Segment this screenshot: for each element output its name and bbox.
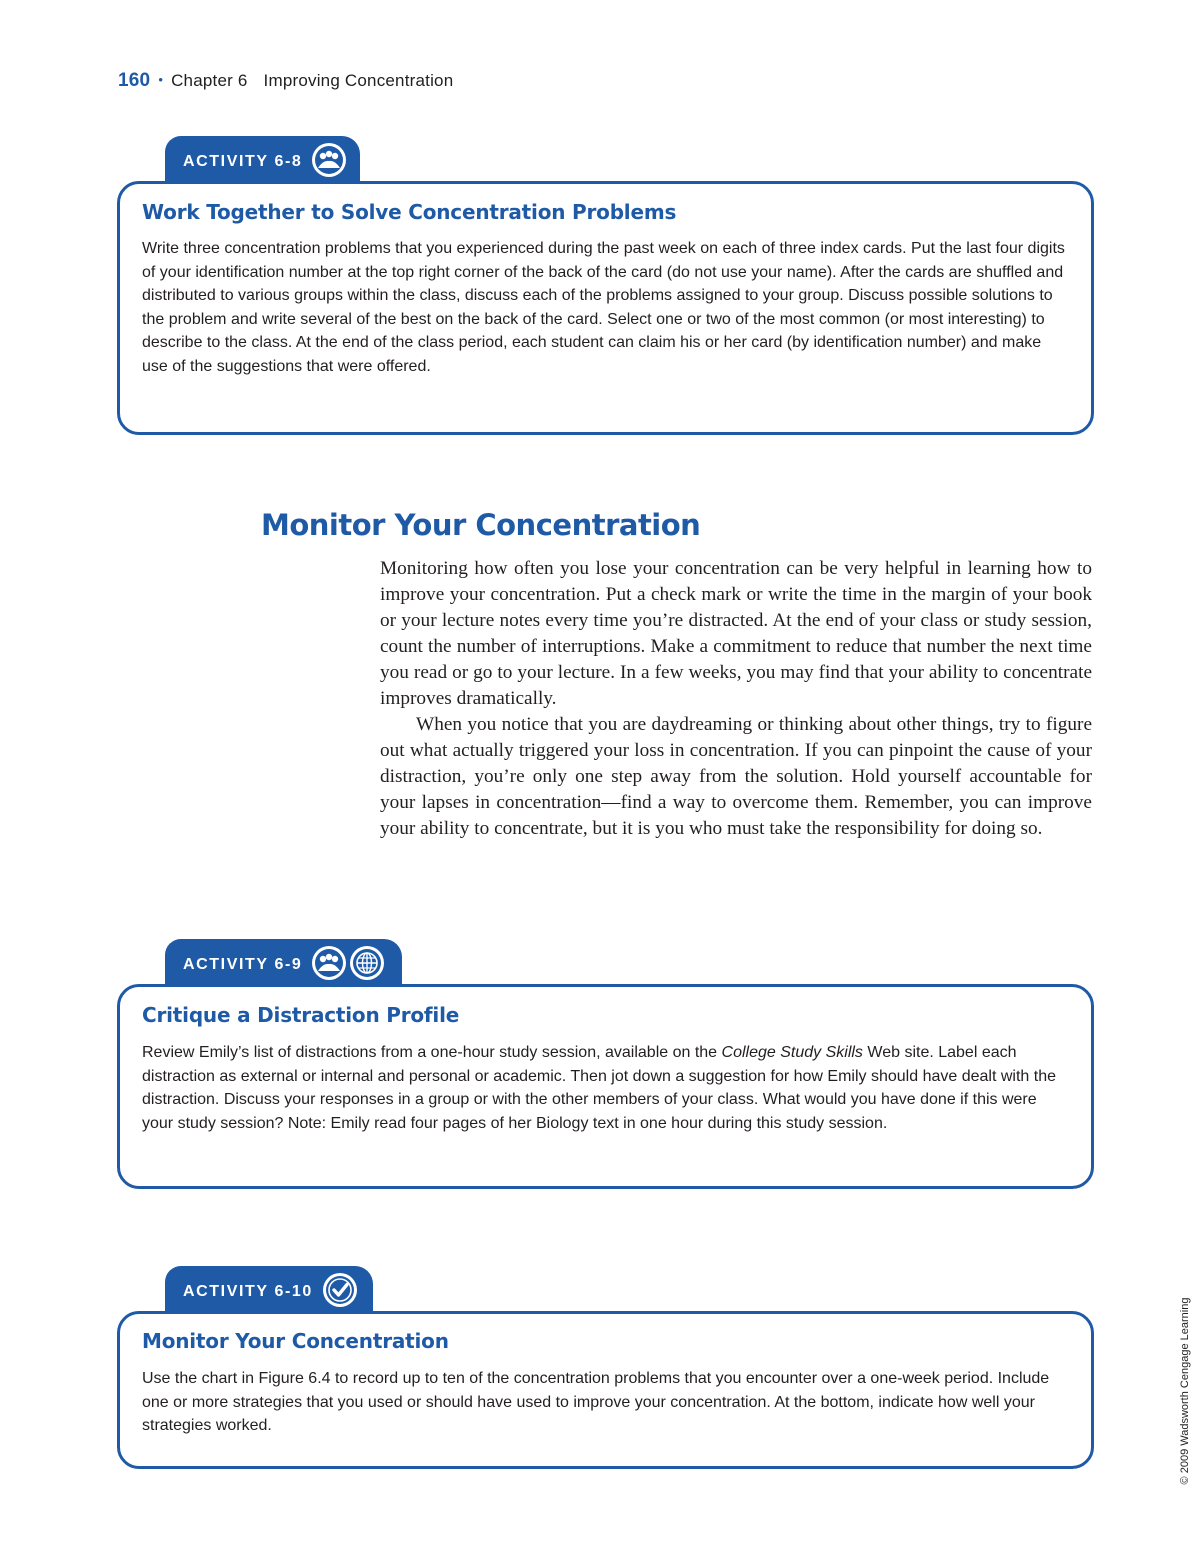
section-paragraph-1: Monitoring how often you lose your concentration can be very helpful in learning how to improve your concentration. Put a check mark or write the time in the margin of your book or your lecture notes every time you’re distracted. At the end of your class or study session, count the number of interruptions. Make a commitment to reduce that number the next time you read or go to your lecture. In a few weeks, you may find that your ability to concentrate improves dramatically.: [380, 558, 1092, 709]
activity-6-8-title: Work Together to Solve Concentration Problems: [142, 200, 677, 224]
activity-6-9-body: [142, 1041, 1065, 1135]
section-paragraph-2: When you notice that you are daydreaming or thinking about other things, try to figure out what actually triggered your loss in concentration. If you can pinpoint the cause of your distraction, you’re only one step away from the solution. Hold yourself accountable for your lapses in concentration—find a way to overcome them. Remember, you can improve your ability to concentrate, but it is you who must take the responsibility for doing so.: [380, 714, 1092, 839]
activity-6-8-tab: [165, 136, 360, 184]
group-icon: [312, 946, 346, 980]
activity-6-9-book-title: College Study Skills: [721, 1044, 863, 1061]
group-icon: [312, 143, 346, 177]
activity-6-8-body: Write three concentration problems that you experienced during the past week on each of three index cards. Put the last four digits of your identification number at the top right corner of the back of the card (do not use your name). After the cards are shuffled and distributed to various groups within the class, discuss each of the problems assigned to your group. Discuss possible solutions to the problem and write several of the best on the back of the card. Select one or two of the most common (or most interesting) to describe to the class. At the end of the class period, each student can claim his or her card (by identification number) and make use of the suggestions that were offered.: [142, 240, 1065, 375]
web-globe-icon: [350, 946, 384, 980]
activity-6-10-box: [117, 1311, 1094, 1469]
activity-6-10-tab: [165, 1266, 373, 1314]
copyright-notice: [1172, 1290, 1192, 1500]
activity-6-9-label: ACTIVITY 6-9: [183, 955, 303, 973]
activity-6-9-box: [117, 984, 1094, 1189]
activity-6-9-tab: [165, 939, 402, 987]
header-bullet: •: [158, 72, 164, 87]
activity-6-10-body: Use the chart in Figure 6.4 to record up to ten of the concentration problems that you encounter over a one-week period. Include one or more strategies that you used or should have used to improve your concentration. At the bottom, indicate how well your strategies worked.: [142, 1370, 1050, 1434]
activity-6-10-title: Monitor Your Concentration: [142, 1329, 449, 1353]
activity-6-10-label: ACTIVITY 6-10: [183, 1282, 313, 1300]
activity-6-9-body-end: Web site. Label each distraction as external or internal and personal or academic. Then jot down a suggestion for how Emily should have dealt with the distraction. Discuss your responses in a group or with the other members of your class. What would you have done if this were your study session? Note: Emily read four pages of her Biology text in one hour during this study session.: [142, 1044, 1056, 1132]
page-number: 160: [118, 70, 151, 91]
checkmark-icon: [323, 1273, 357, 1307]
activity-6-9-title: Critique a Distraction Profile: [142, 1003, 460, 1027]
chapter-title: Improving Concentration: [263, 71, 454, 90]
running-header: [118, 70, 453, 92]
section-heading: Monitor Your Concentration: [261, 508, 701, 542]
activity-6-9-body-start: Review Emily’s list of distractions from a one-hour study session, available on the: [142, 1044, 722, 1061]
copyright-text: © 2009 Wadsworth Cengage Learning: [1179, 1297, 1191, 1485]
chapter-label: Chapter 6: [171, 71, 248, 90]
activity-6-8-box: [117, 181, 1094, 435]
section-text: [380, 556, 1092, 842]
activity-6-8-label: ACTIVITY 6-8: [183, 152, 303, 170]
